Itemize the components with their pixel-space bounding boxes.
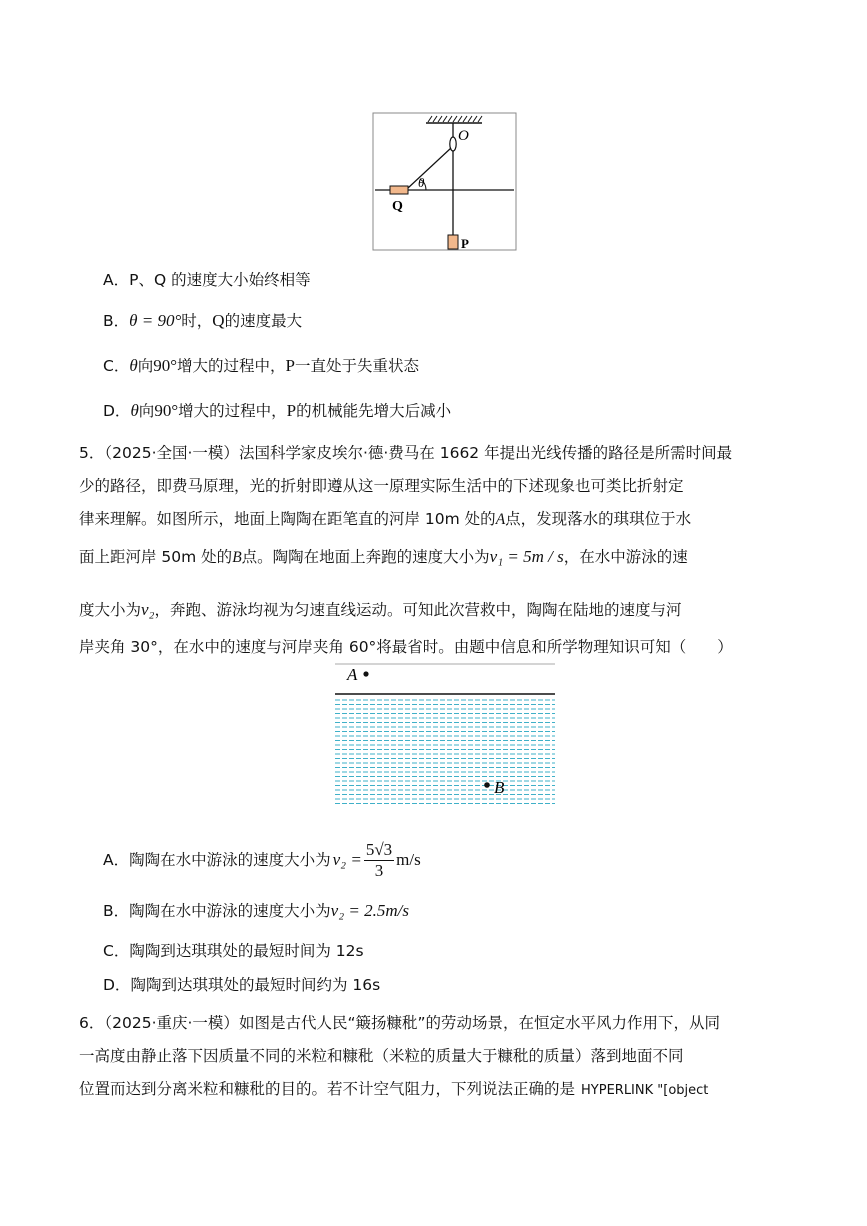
block-q xyxy=(390,186,408,194)
q5-line-4 xyxy=(79,545,688,567)
q5-option-d xyxy=(103,975,380,995)
question-number: 6． xyxy=(79,1014,105,1032)
q4-option-c xyxy=(103,356,419,376)
question-text: ，奔跑、游泳均视为匀速直线运动。可知此次营救中，陶陶在陆地的速度与河 xyxy=(154,601,682,619)
option-math: v₂ = 2.5m/s xyxy=(330,901,409,920)
question-text: 一高度由静止落下因质量不同的米粒和糠秕（米粒的质量大于糠秕的质量）落到地面不同 xyxy=(79,1047,684,1065)
fraction-numerator: 5√3 xyxy=(365,839,393,859)
q5-option-c xyxy=(103,941,364,961)
option-text: 陶陶到达琪琪处的最短时间为 12s xyxy=(129,942,364,960)
point-a xyxy=(363,671,368,676)
label-q: Q xyxy=(392,199,403,214)
option-text: 陶陶到达琪琪处的最短时间约为 16s xyxy=(130,976,381,994)
option-text: 向 xyxy=(138,402,155,420)
fraction-denominator: 3 xyxy=(374,860,384,880)
option-math: 90° xyxy=(153,356,178,375)
q5-line-6 xyxy=(79,635,733,657)
option-text: 陶陶在水中游泳的速度大小为 xyxy=(129,902,331,920)
option-text: 时， xyxy=(181,312,213,330)
question-text: 位置而达到分离米粒和糠秕的目的。若不计空气阻力，下列说法正确的是 xyxy=(79,1080,576,1098)
option-math: Q xyxy=(212,311,225,330)
question-text: 少的路径，即费马原理，光的折射即遵从这一原理实际生活中的下述现象也可类比折射定 xyxy=(79,477,684,495)
label-theta: θ xyxy=(418,175,425,190)
q4-option-a xyxy=(103,270,311,290)
rope xyxy=(408,148,451,188)
river-figure xyxy=(335,663,557,811)
option-text: 增大的过程中， xyxy=(177,357,286,375)
option-prefix: A． xyxy=(103,271,130,289)
question-text: 点。陶陶在地面上奔跑的速度大小为 xyxy=(241,548,490,566)
option-text: 陶陶在水中游泳的速度大小为 xyxy=(129,851,331,869)
label-o: O xyxy=(458,128,469,144)
hyperlink-field: HYPERLINK "[object xyxy=(581,1083,709,1098)
option-math: θ = 90° xyxy=(129,311,182,330)
q4-option-d xyxy=(103,401,451,421)
option-prefix: B． xyxy=(103,902,130,920)
option-text: 向 xyxy=(137,357,154,375)
point-b xyxy=(484,782,490,788)
q5-line-1 xyxy=(79,441,732,463)
question-text: 岸夹角 30°，在水中的速度与河岸夹角 60°将最省时。由题中信息和所学物理知识可知（ ） xyxy=(79,638,733,656)
q6-line-3 xyxy=(79,1077,708,1099)
option-prefix: C． xyxy=(103,942,130,960)
v2-symbol: v₂ xyxy=(141,600,155,619)
pulley-figure xyxy=(372,112,518,252)
question-text: 如图是古代人民“簸扬糠秕”的劳动场景，在恒定水平风力作用下，从同 xyxy=(238,1014,720,1032)
question-source: （2025·全国·一模） xyxy=(104,444,239,462)
question-text: 面上距河岸 50m 处的 xyxy=(79,548,233,566)
label-p: P xyxy=(461,236,469,251)
q6-line-1 xyxy=(79,1011,720,1033)
label-a: A xyxy=(347,665,358,684)
option-math: θ xyxy=(130,401,139,420)
block-p xyxy=(448,235,458,249)
figure-frame xyxy=(373,113,516,250)
q5-line-3 xyxy=(79,507,691,529)
v1-formula: v₁ = 5m / s xyxy=(489,547,564,566)
q5-line-2 xyxy=(79,474,684,496)
question-source: （2025·重庆·一模） xyxy=(104,1014,239,1032)
option-text: P、Q 的速度大小始终相等 xyxy=(129,271,311,289)
option-text: 一直处于失重状态 xyxy=(295,357,420,375)
option-prefix: D． xyxy=(103,976,131,994)
question-text: 点，发现落水的琪琪位于水 xyxy=(505,510,692,528)
question-number: 5． xyxy=(79,444,105,462)
option-math: θ xyxy=(129,356,138,375)
label-b: B xyxy=(494,778,505,797)
option-prefix: C． xyxy=(103,357,130,375)
q5-option-b xyxy=(103,901,409,921)
q4-option-b xyxy=(103,311,302,331)
option-math: P xyxy=(285,356,295,375)
option-math: P xyxy=(286,401,297,420)
q5-line-5 xyxy=(79,598,682,620)
question-text: ，在水中游泳的速 xyxy=(563,548,688,566)
question-text: 法国科学家皮埃尔·德·费马在 1662 年提出光线传播的路径是所需时间最 xyxy=(238,444,733,462)
q6-line-2 xyxy=(79,1044,684,1066)
q5-option-a xyxy=(103,837,421,883)
option-text: 的速度最大 xyxy=(224,312,303,330)
option-math: v₂ = xyxy=(332,850,362,869)
question-text: 律来理解。如图所示，地面上陶陶在距笔直的河岸 10m 处的 xyxy=(79,510,496,528)
option-prefix: D． xyxy=(103,402,131,420)
option-math: 90° xyxy=(154,401,179,420)
ceiling-hatch xyxy=(428,116,482,122)
option-prefix: A． xyxy=(103,851,130,869)
option-text: 增大的过程中， xyxy=(178,402,287,420)
point-a-ref: A xyxy=(495,511,506,528)
option-unit: m/s xyxy=(396,850,421,869)
fraction xyxy=(364,840,394,881)
option-prefix: B． xyxy=(103,312,130,330)
option-text: 的机械能先增大后减小 xyxy=(296,402,452,420)
point-b-ref: B xyxy=(232,549,242,566)
question-text: 度大小为 xyxy=(79,601,142,619)
water-pattern xyxy=(335,700,555,804)
